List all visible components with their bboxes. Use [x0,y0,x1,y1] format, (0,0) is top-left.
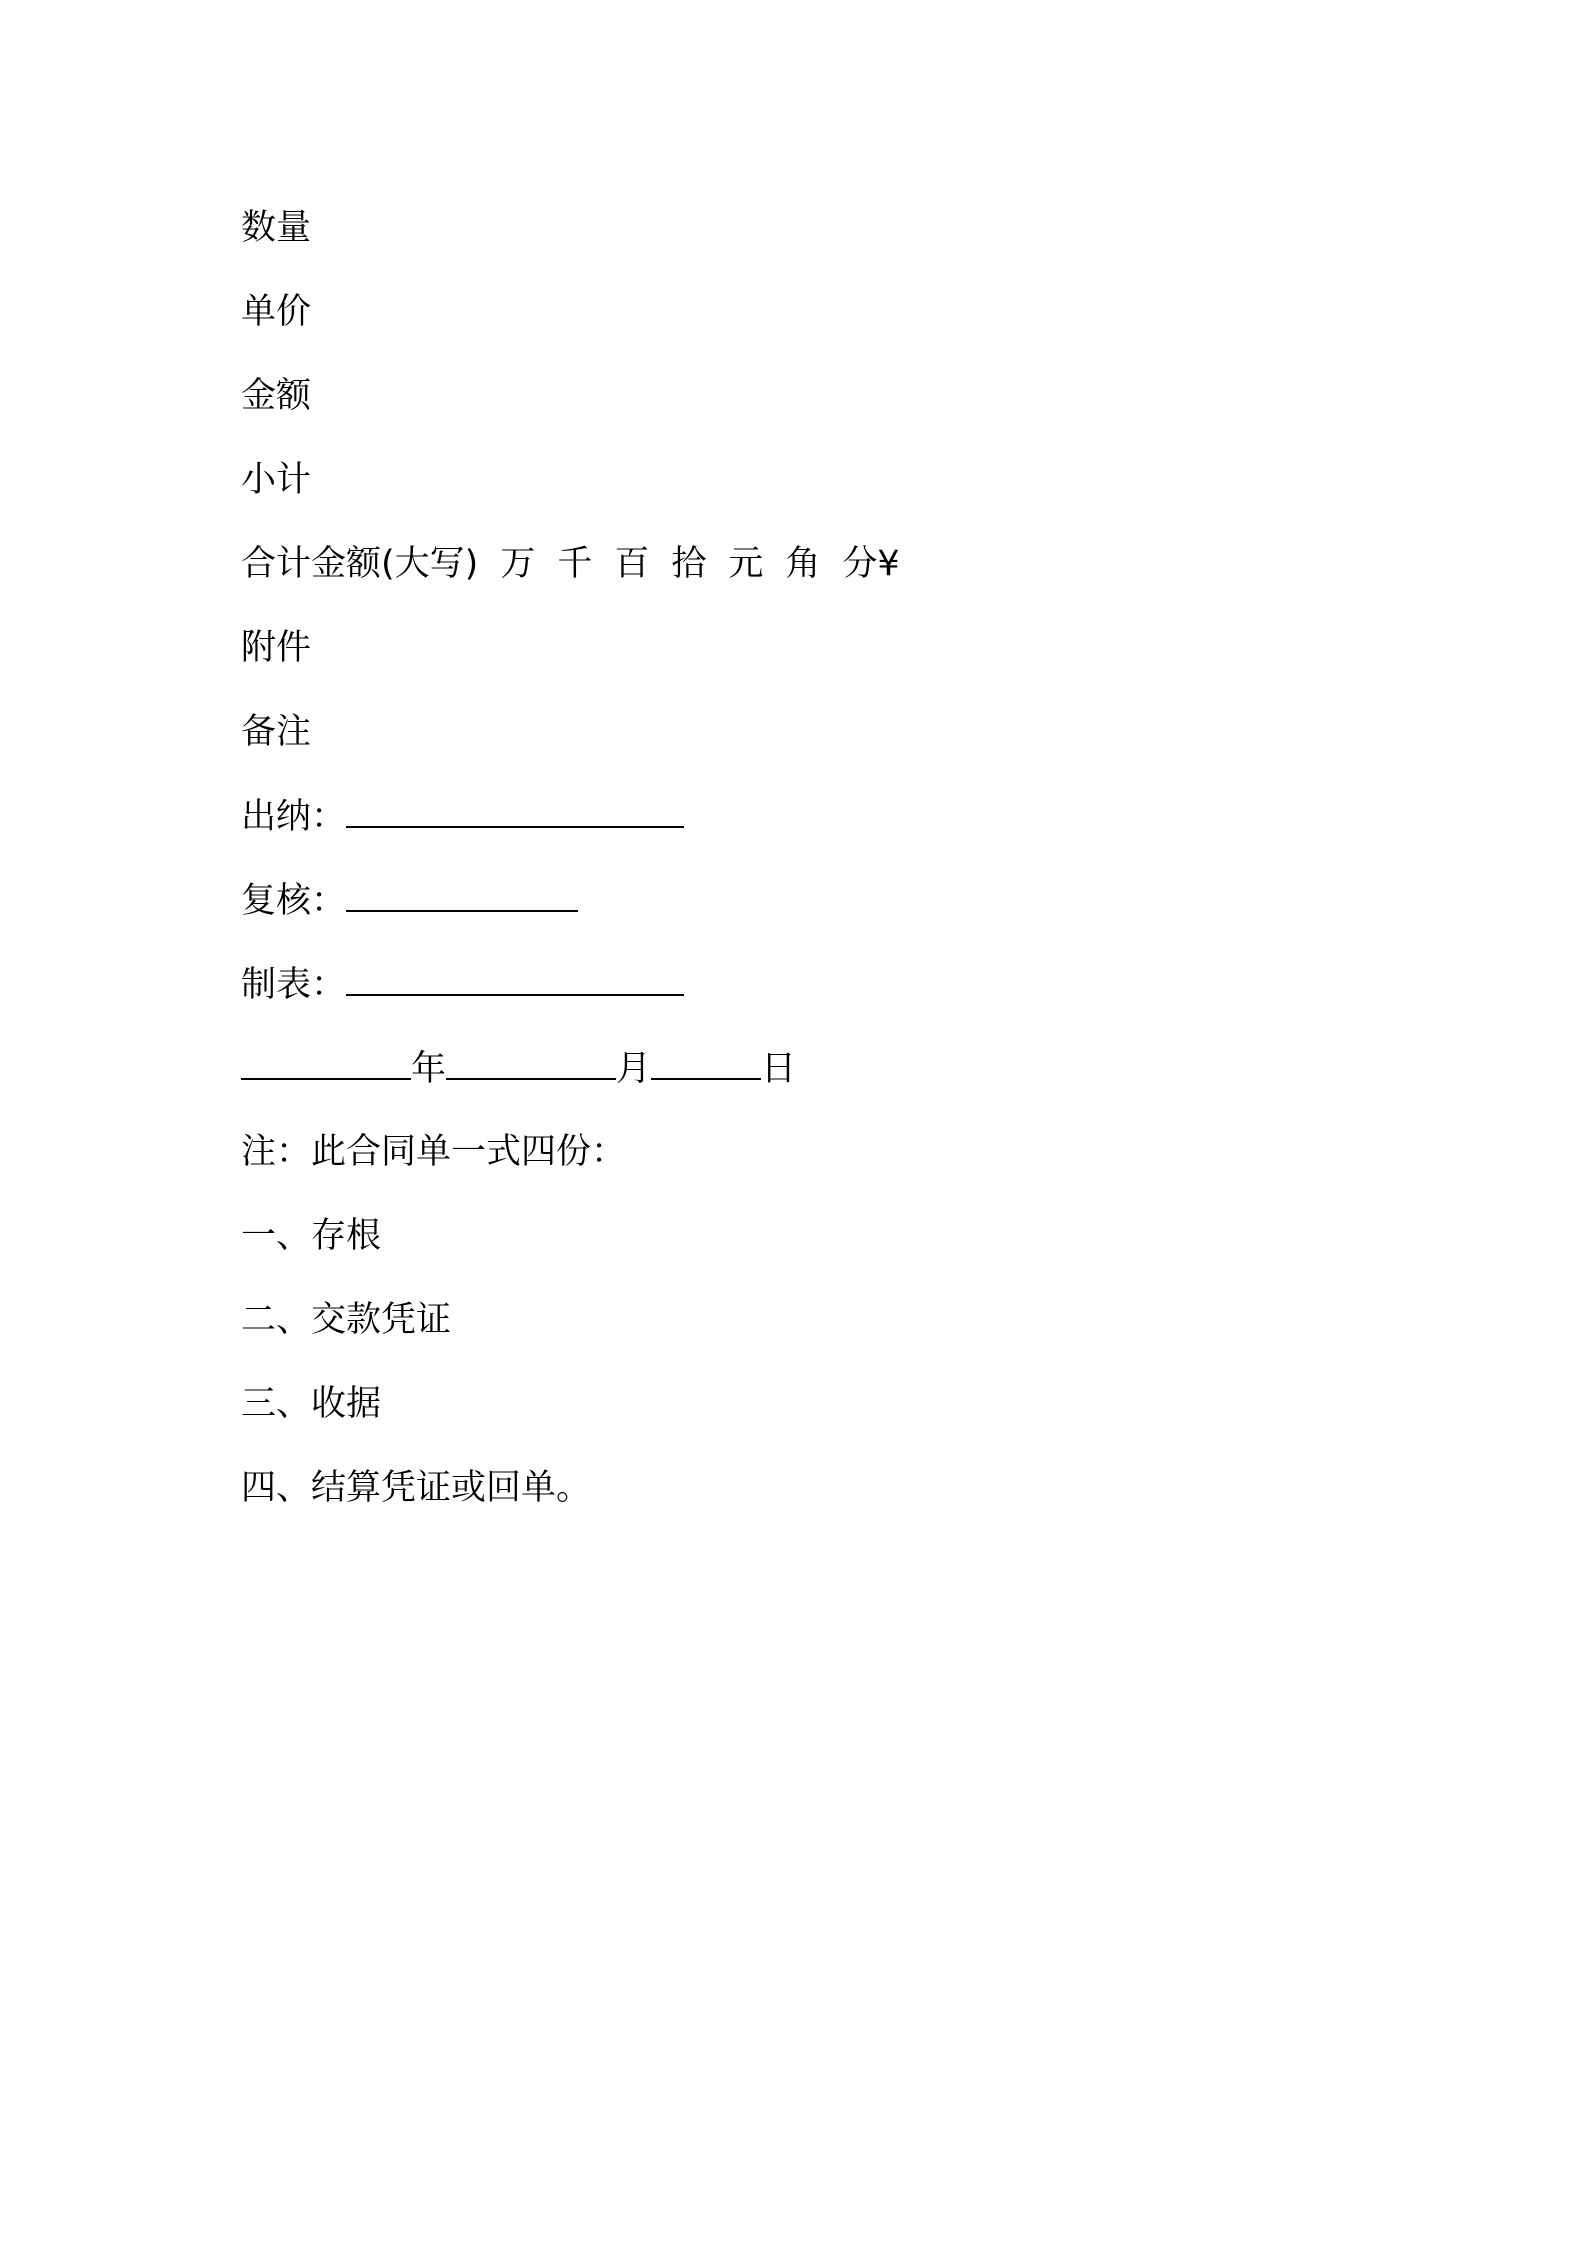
field-unit-price-label: 单价 [241,292,312,332]
preparer-signature-blank[interactable] [346,952,684,996]
cashier-label: 出纳： [241,797,347,837]
unit-wan: 万 [500,544,536,584]
month-blank[interactable] [446,1036,616,1080]
signature-row-reviewer [241,868,1391,952]
reviewer-signature-blank[interactable] [346,868,578,912]
note-item-payment-voucher: 二、交款凭证 [241,1300,452,1340]
attachment-label: 附件 [241,628,312,668]
day-label: 日 [761,1049,797,1089]
field-quantity-label: 数量 [241,208,312,248]
cashier-signature-blank[interactable] [346,784,684,828]
signature-row-cashier [241,784,1391,868]
currency-symbol: ¥ [877,544,900,584]
unit-qian: 千 [557,544,593,584]
signature-row-preparer [241,952,1391,1036]
field-subtotal-label: 小计 [241,460,312,500]
month-label: 月 [616,1049,652,1089]
unit-bai: 百 [614,544,650,584]
unit-shi: 拾 [671,544,707,584]
unit-yuan: 元 [728,544,764,584]
note-item-stub: 一、存根 [241,1216,382,1256]
total-amount-row [241,532,1391,616]
preparer-label: 制表： [241,965,347,1005]
year-label: 年 [411,1049,447,1089]
unit-fen: 分 [842,544,878,584]
day-blank[interactable] [651,1036,761,1080]
note-item-receipt: 三、收据 [241,1384,382,1424]
year-blank[interactable] [241,1036,411,1080]
note-title: 注：此合同单一式四份： [241,1132,627,1172]
date-row [241,1036,1391,1120]
remark-label: 备注 [241,712,312,752]
unit-jiao: 角 [785,544,821,584]
total-amount-label: 合计金额(大写) [241,544,479,584]
field-amount-label: 金额 [241,376,312,416]
note-item-settlement-voucher: 四、结算凭证或回单。 [241,1468,592,1508]
reviewer-label: 复核： [241,881,347,921]
document-body [241,196,1391,1540]
